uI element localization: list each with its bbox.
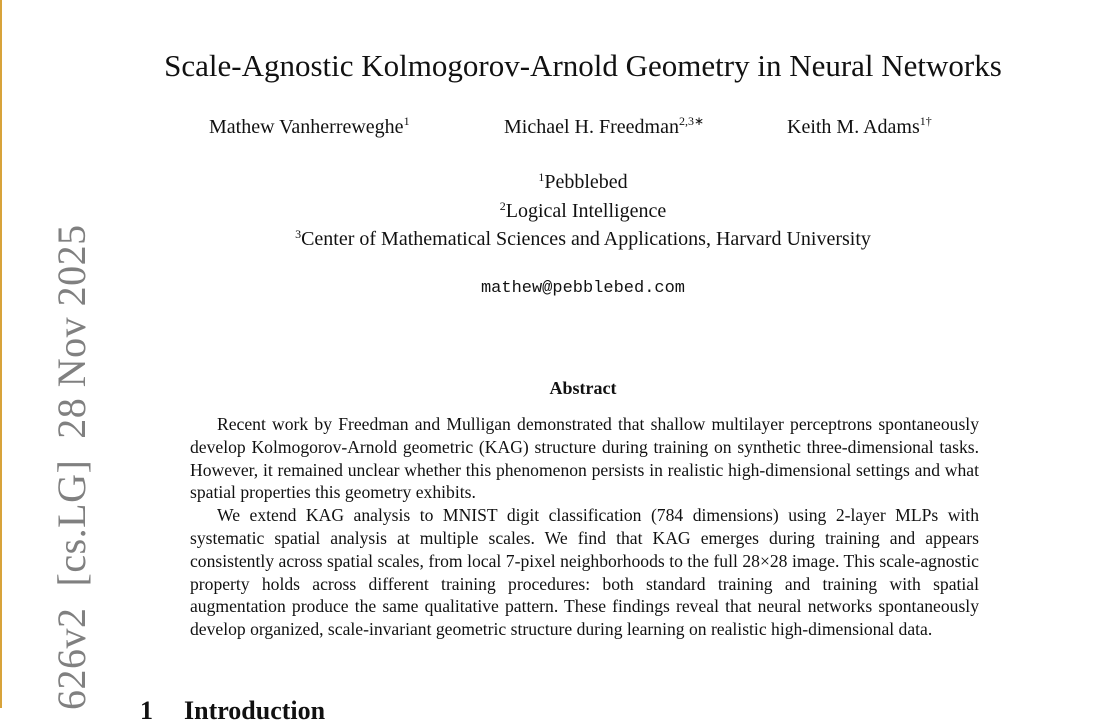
- paper-title: Scale-Agnostic Kolmogorov-Arnold Geometry in Neural Networks: [164, 48, 1002, 83]
- abstract-heading: Abstract: [549, 378, 617, 398]
- abstract-body: [190, 413, 979, 641]
- abstract-paragraph-2: We extend KAG analysis to MNIST digit classification (784 dimensions) using 2-layer MLPs with systematic spatial analysis at multiple scales. We find that KAG emerges during training and appears consistently across spatial scales, from local 7-pixel neighborhoods to the full 28×28 image. This scale-agnostic property holds across different training procedures: both standard training and training with spatial augmentation produce the same qualitative pattern. These findings reveal that neural networks spontaneously develop organized, scale-invariant geometric structure during learning on realistic high-dimensional data.: [190, 505, 979, 640]
- affiliation-name: Center of Mathematical Sciences and Applications, Harvard University: [301, 228, 871, 250]
- page-edge-line: [0, 0, 2, 708]
- author-affiliation-mark: 2,3∗: [678, 114, 705, 128]
- author-2: [504, 116, 704, 139]
- section-heading: [140, 696, 325, 726]
- contact-email: mathew@pebblebed.com: [480, 279, 686, 298]
- section-title: Introduction: [184, 696, 326, 725]
- author-name: Keith M. Adams: [787, 116, 920, 138]
- arxiv-identifier-stamp: 626v2 [cs.LG] 28 Nov 2025: [49, 224, 94, 710]
- affiliation-2: [0, 198, 1104, 227]
- author-name: Michael H. Freedman: [504, 116, 679, 138]
- affiliation-mark: 1: [538, 170, 545, 184]
- abstract-paragraph-1: Recent work by Freedman and Mulligan demonstrated that shallow multilayer perceptrons spontaneously develop Kolmogorov-Arnold geometric (KAG) structure during training on synthetic three-dimensional tasks. However, it remained unclear whether this phenomenon persists in realistic high-dimensional settings and what spatial properties this geometry exhibits.: [190, 414, 979, 503]
- author-1: [209, 116, 410, 139]
- author-name: Mathew Vanherreweghe: [209, 116, 404, 138]
- affiliation-mark: 2: [499, 198, 506, 213]
- author-list: [0, 116, 1104, 146]
- author-affiliation-mark: 1: [403, 114, 410, 128]
- affiliation-3: [0, 226, 1104, 255]
- affiliation-list: [0, 169, 1104, 255]
- author-3: [787, 116, 932, 139]
- affiliation-mark: 3: [295, 227, 302, 241]
- affiliation-name: Pebblebed: [544, 171, 628, 193]
- affiliation-name: Logical Intelligence: [505, 199, 667, 222]
- affiliation-1: [0, 169, 1104, 198]
- author-affiliation-mark: 1†: [919, 114, 932, 128]
- section-number: 1: [140, 696, 153, 725]
